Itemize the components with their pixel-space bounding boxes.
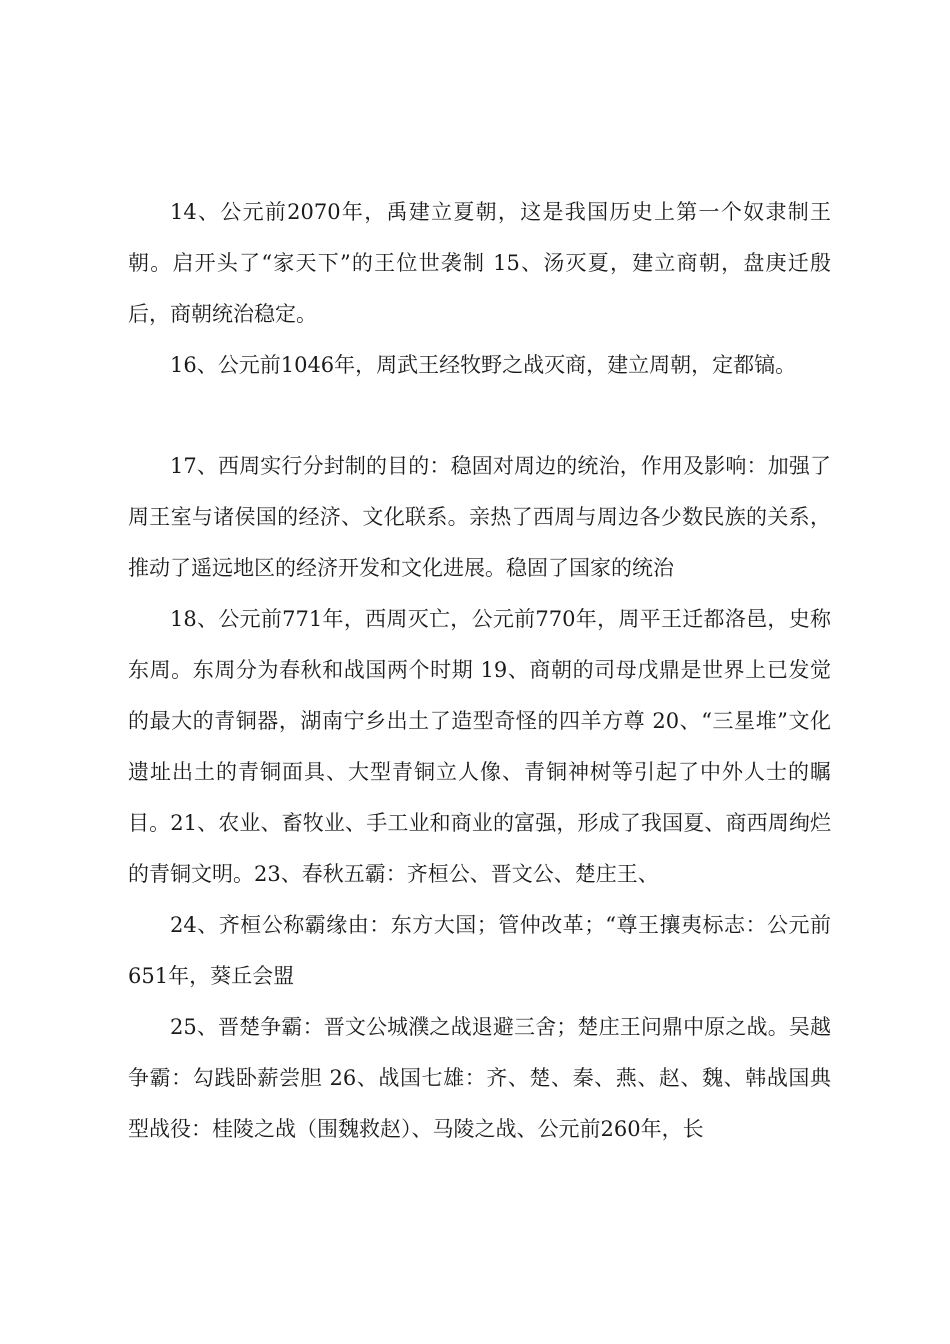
document-body: [128, 187, 831, 1155]
paragraph-14-15: 14、公元前2070年，禹建立夏朝，这是我国历史上第一个奴隶制王朝。启开头了“家天下”的王位世袭制 15、汤灭夏，建立商朝，盘庚迁殷后，商朝统治稳定。: [128, 200, 831, 326]
paragraph-18-23: 18、公元前771年，西周灭亡，公元前770年，周平王迁都洛邑，史称东周。东周分为春秋和战国两个时期 19、商朝的司母戊鼎是世界上已发觉的最大的青铜器，湖南宁乡出土了造型奇怪的四羊方尊 20、“三星堆”文化遗址出土的青铜面具、大型青铜立人像、青铜神树等引起了中外人士的瞩目。21、农业、畜牧业、手工业和商业的富强，形成了我国夏、商西周绚烂的青铜文明。23、春秋五霸：齐桓公、晋文公、楚庄王、: [128, 607, 831, 886]
paragraph-16: 16、公元前1046年，周武王经牧野之战灭商，建立周朝，定都镐。: [170, 353, 797, 377]
paragraph-24: 24、齐桓公称霸缘由：东方大国；管仲改革；“尊王攘夷标志：公元前651年，葵丘会盟: [128, 913, 831, 988]
paragraph-25-26: 25、晋楚争霸：晋文公城濮之战退避三舍；楚庄王问鼎中原之战。吴越争霸：勾践卧薪尝胆 26、战国七雄：齐、楚、秦、燕、赵、魏、韩战国典型战役：桂陵之战（围魏救赵）、马陵之战、公元前260年，长: [128, 1015, 831, 1141]
paragraph-17: 17、西周实行分封制的目的：稳固对周边的统治，作用及影响：加强了周王室与诸侯国的经济、文化联系。亲热了西周与周边各少数民族的关系，推动了遥远地区的经济开发和文化进展。稳固了国家的统治: [128, 454, 831, 580]
